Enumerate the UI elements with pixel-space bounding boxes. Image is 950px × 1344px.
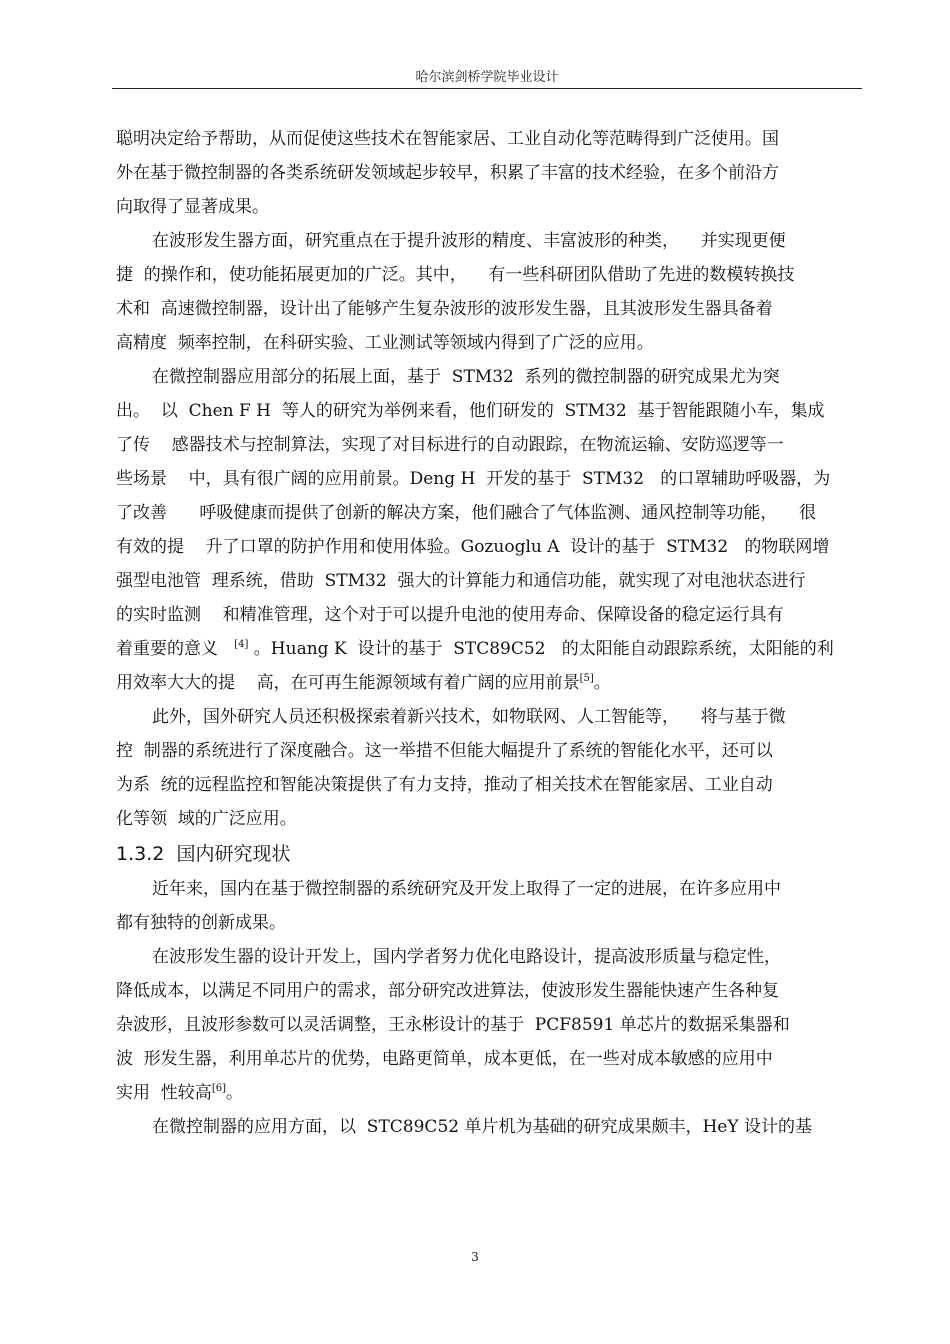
text-line: 降低成本，以满足不同用户的需求，部分研究改进算法，使波形发生器能快速产生各种复 <box>116 981 779 1001</box>
text-segment: 用效率大大的提 高，在可再生能源领域有着广阔的应用前景 <box>116 673 580 693</box>
section-title: 国内研究现状 <box>176 843 291 865</box>
text-line: 些场景 中，具有很广阔的应用前景。Deng H 开发的基于 STM32 的口罩辅助呼吸器，为 <box>116 469 831 489</box>
text-line: 强型电池管 理系统，借助 STM32 强大的计算能力和通信功能，就实现了对电池状态进行 <box>116 571 806 591</box>
text-line: 在微控制器应用部分的拓展上面，基于 STM32 系列的微控制器的研究成果尤为突 <box>152 367 780 387</box>
text-line: 都有独特的创新成果。 <box>116 913 286 933</box>
text-line: 捷 的操作和，使功能拓展更加的广泛。其中， 有一些科研团队借助了先进的数模转换技 <box>116 265 795 285</box>
text-segment: 实用 性较高 <box>116 1083 212 1103</box>
text-line <box>116 666 862 700</box>
text-line: 此外，国外研究人员还积极探索着新兴技术，如物联网、人工智能等， 将与基于微 <box>152 707 786 727</box>
text-line: 的实时监测 和精准管理，这个对于可以提升电池的使用寿命、保障设备的稳定运行具有 <box>116 605 784 625</box>
text-segment: 。 <box>225 1083 243 1103</box>
text-line: 聪明决定给予帮助，从而促使这些技术在智能家居、工业自动化等范畴得到广泛使用。国 <box>116 129 779 149</box>
citation-5: [5] <box>579 673 594 684</box>
text-line: 了传 感器技术与控制算法，实现了对目标进行的自动跟踪，在物流运输、安防巡逻等一 <box>116 435 784 455</box>
text-line: 波 形发生器，利用单芯片的优势，电路更简单，成本更低，在一些对成本敏感的应用中 <box>116 1049 773 1069</box>
text-line: 术和 高速微控制器，设计出了能够产生复杂波形的波形发生器，且其波形发生器具备着 <box>116 299 773 319</box>
text-line: 近年来，国内在基于微控制器的系统研究及开发上取得了一定的进展，在许多应用中 <box>152 879 781 899</box>
text-line: 杂波形，且波形参数可以灵活调整，王永彬设计的基于 PCF8591 单芯片的数据采集器和 <box>116 1015 790 1035</box>
text-line: 向取得了显著成果。 <box>116 197 269 217</box>
text-segment: 着重要的意义 <box>116 639 235 659</box>
citation-6: [6] <box>211 1083 226 1094</box>
header-divider <box>112 88 862 89</box>
text-line: 为系 统的远程监控和智能决策提供了有力支持，推动了相关技术在智能家居、工业自动 <box>116 775 773 795</box>
text-line: 外在基于微控制器的各类系统研发领域起步较早，积累了丰富的技术经验，在多个前沿方 <box>116 163 779 183</box>
text-segment: 。 <box>593 673 611 693</box>
text-line: 有效的提 升了口罩的防护作用和使用体验。Gozuoglu A 设计的基于 STM32 的物联网增 <box>116 537 830 557</box>
section-number: 1.3.2 <box>116 843 165 865</box>
page-header: 哈尔滨剑桥学院毕业设计 <box>415 70 559 85</box>
text-line: 在波形发生器方面，研究重点在于提升波形的精度、丰富波形的种类， 并实现更便 <box>152 231 786 251</box>
text-line <box>116 1076 862 1110</box>
page-number: 3 <box>471 1250 479 1264</box>
text-line: 在微控制器的应用方面，以 STC89C52 单片机为基础的研究成果颇丰，HeY 设计的基 <box>152 1117 812 1137</box>
section-heading <box>116 836 862 872</box>
text-line: 化等领 域的广泛应用。 <box>116 809 297 829</box>
text-line: 出。 以 Chen F H 等人的研究为举例来看，他们研发的 STM32 基于智能跟随小车，集成 <box>116 401 825 421</box>
document-body <box>116 122 862 1144</box>
text-segment: 。Huang K 设计的基于 STC89C52 的太阳能自动跟踪系统，太阳能的利 <box>248 639 834 659</box>
text-line <box>116 632 862 666</box>
citation-4: [4] <box>234 639 249 650</box>
text-line: 高精度 频率控制，在科研实验、工业测试等领域内得到了广泛的应用。 <box>116 333 654 353</box>
text-line: 控 制器的系统进行了深度融合。这一举措不但能大幅提升了系统的智能化水平，还可以 <box>116 741 773 761</box>
text-line: 了改善 呼吸健康而提供了创新的解决方案，他们融合了气体监测、通风控制等功能， 很 <box>116 503 817 523</box>
text-line: 在波形发生器的设计开发上，国内学者努力优化电路设计，提高波形质量与稳定性， <box>152 947 781 967</box>
